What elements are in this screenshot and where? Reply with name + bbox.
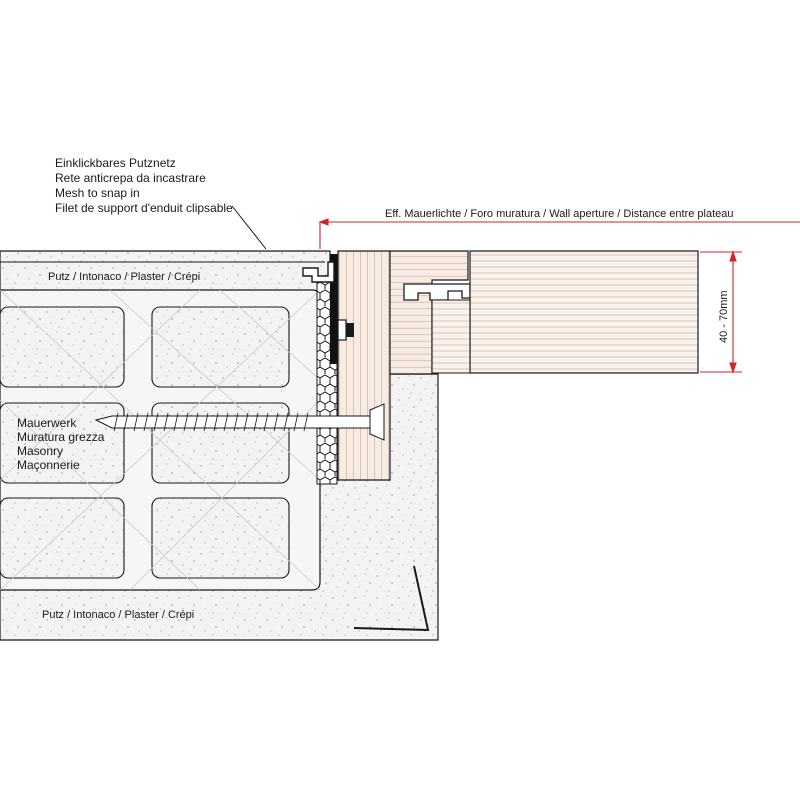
plaster-top-label: Putz / Intonaco / Plaster / Crépi xyxy=(48,271,201,283)
mesh-leader xyxy=(232,206,266,249)
mesh-label-2: Rete anticrepa da incastrare xyxy=(55,171,206,185)
mesh-label-3: Mesh to snap in xyxy=(55,186,140,200)
tread-nosing xyxy=(432,300,470,373)
mesh-label-1: Einklickbares Putznetz xyxy=(55,156,176,170)
masonry-label-3: Masonry xyxy=(17,444,64,458)
thickness-label: 40 - 70mm xyxy=(718,290,730,343)
masonry-label-2: Muratura grezza xyxy=(17,430,105,444)
step-profile xyxy=(404,284,470,300)
wood-frame xyxy=(338,251,390,480)
stair-tread xyxy=(470,251,698,373)
aperture-label: Eff. Mauerlichte / Foro muratura / Wall aperture / Distance entre plateau xyxy=(385,208,734,220)
aperture-dimension xyxy=(320,219,800,249)
mesh-label-4: Filet de support d'enduit clipsable xyxy=(55,201,233,215)
masonry-label-1: Mauerwerk xyxy=(17,416,77,430)
bolt xyxy=(338,320,354,340)
masonry-label-4: Maçonnerie xyxy=(17,458,80,472)
plaster-bottom-label: Putz / Intonaco / Plaster / Crépi xyxy=(42,609,195,621)
